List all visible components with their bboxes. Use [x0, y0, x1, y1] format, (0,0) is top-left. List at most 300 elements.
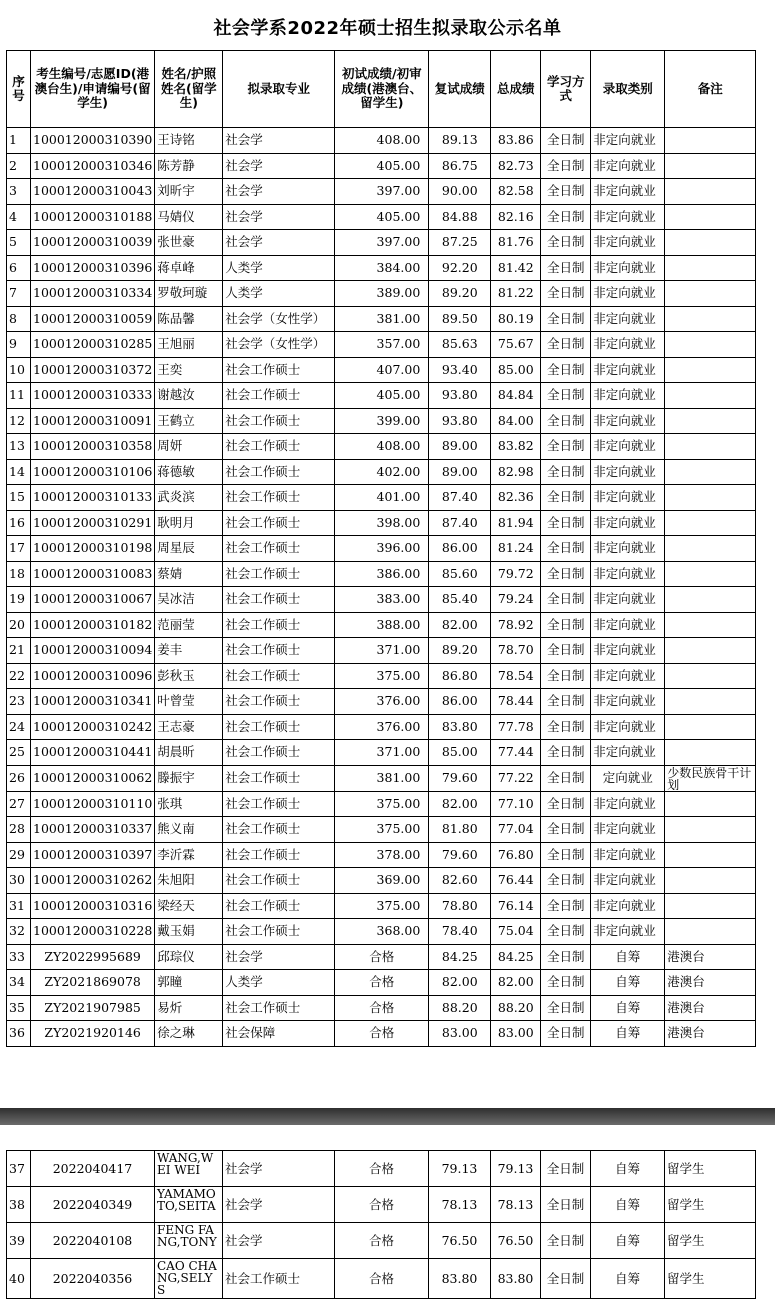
- cell-major: 社会学: [223, 128, 335, 154]
- cell-category: 非定向就业: [591, 612, 665, 638]
- cell-candidate-id: 2022040356: [31, 1259, 155, 1299]
- cell-major: 社会学: [223, 1223, 335, 1259]
- table-row: [7, 714, 756, 740]
- cell-name: 易炘: [155, 995, 223, 1021]
- cell-study-mode: 全日制: [541, 919, 591, 945]
- cell-major: 社会工作硕士: [223, 638, 335, 664]
- cell-retest-score: 82.00: [429, 612, 491, 638]
- cell-major: 社会工作硕士: [223, 995, 335, 1021]
- cell-study-mode: 全日制: [541, 510, 591, 536]
- cell-total-score: 83.82: [491, 434, 541, 460]
- cell-note: [665, 306, 756, 332]
- cell-major: 社会工作硕士: [223, 459, 335, 485]
- cell-study-mode: 全日制: [541, 893, 591, 919]
- cell-study-mode: 全日制: [541, 230, 591, 256]
- cell-candidate-id: 100012000310334: [31, 281, 155, 307]
- cell-major: 社会工作硕士: [223, 536, 335, 562]
- cell-note: [665, 893, 756, 919]
- cell-no: 18: [7, 561, 31, 587]
- cell-note: 港澳台: [665, 995, 756, 1021]
- table-row: [7, 1187, 756, 1223]
- cell-name: FENG FANG,TONY: [155, 1223, 223, 1259]
- cell-retest-score: 84.88: [429, 204, 491, 230]
- cell-study-mode: 全日制: [541, 663, 591, 689]
- table-row: [7, 893, 756, 919]
- cell-candidate-id: 100012000310094: [31, 638, 155, 664]
- cell-note: [665, 179, 756, 205]
- cell-candidate-id: 100012000310390: [31, 128, 155, 154]
- cell-study-mode: 全日制: [541, 740, 591, 766]
- cell-total-score: 75.04: [491, 919, 541, 945]
- cell-candidate-id: 100012000310228: [31, 919, 155, 945]
- table-header-row: [7, 51, 756, 128]
- cell-retest-score: 89.50: [429, 306, 491, 332]
- cell-study-mode: 全日制: [541, 357, 591, 383]
- cell-total-score: 81.22: [491, 281, 541, 307]
- cell-study-mode: 全日制: [541, 638, 591, 664]
- cell-no: 8: [7, 306, 31, 332]
- cell-initial-score: 383.00: [335, 587, 429, 613]
- cell-study-mode: 全日制: [541, 995, 591, 1021]
- cell-major: 社会学: [223, 1187, 335, 1223]
- cell-name: 朱旭阳: [155, 868, 223, 894]
- cell-category: 非定向就业: [591, 689, 665, 715]
- cell-study-mode: 全日制: [541, 944, 591, 970]
- cell-name: 姜丰: [155, 638, 223, 664]
- cell-retest-score: 86.00: [429, 536, 491, 562]
- cell-study-mode: 全日制: [541, 1187, 591, 1223]
- cell-study-mode: 全日制: [541, 587, 591, 613]
- cell-total-score: 84.25: [491, 944, 541, 970]
- cell-category: 自筹: [591, 995, 665, 1021]
- cell-major: 社会工作硕士: [223, 791, 335, 817]
- cell-candidate-id: 100012000310091: [31, 408, 155, 434]
- cell-major: 社会工作硕士: [223, 408, 335, 434]
- cell-candidate-id: 100012000310358: [31, 434, 155, 460]
- cell-total-score: 84.84: [491, 383, 541, 409]
- cell-total-score: 76.80: [491, 842, 541, 868]
- cell-initial-score: 386.00: [335, 561, 429, 587]
- cell-major: 社会工作硕士: [223, 663, 335, 689]
- cell-candidate-id: ZY2021920146: [31, 1021, 155, 1047]
- cell-category: 非定向就业: [591, 510, 665, 536]
- cell-category: 非定向就业: [591, 740, 665, 766]
- cell-category: 非定向就业: [591, 817, 665, 843]
- cell-category: 非定向就业: [591, 459, 665, 485]
- cell-category: 非定向就业: [591, 791, 665, 817]
- cell-initial-score: 397.00: [335, 179, 429, 205]
- cell-total-score: 80.19: [491, 306, 541, 332]
- cell-candidate-id: 100012000310059: [31, 306, 155, 332]
- cell-name: 刘昕宇: [155, 179, 223, 205]
- cell-name: 周妍: [155, 434, 223, 460]
- cell-retest-score: 89.13: [429, 128, 491, 154]
- cell-note: [665, 459, 756, 485]
- table-row: [7, 612, 756, 638]
- table-row: [7, 791, 756, 817]
- cell-total-score: 88.20: [491, 995, 541, 1021]
- table-row: [7, 561, 756, 587]
- table-row: [7, 204, 756, 230]
- cell-name: 王志豪: [155, 714, 223, 740]
- cell-no: 29: [7, 842, 31, 868]
- cell-major: 社会工作硕士: [223, 1259, 335, 1299]
- cell-candidate-id: 100012000310242: [31, 714, 155, 740]
- cell-initial-score: 375.00: [335, 791, 429, 817]
- cell-initial-score: 合格: [335, 1021, 429, 1047]
- cell-name: 王鹤立: [155, 408, 223, 434]
- cell-name: 马婧仪: [155, 204, 223, 230]
- cell-initial-score: 合格: [335, 944, 429, 970]
- cell-study-mode: 全日制: [541, 868, 591, 894]
- cell-note: [665, 128, 756, 154]
- cell-name: 谢越汝: [155, 383, 223, 409]
- document-title: 社会学系2022年硕士招生拟录取公示名单: [213, 18, 562, 39]
- cell-category: 非定向就业: [591, 306, 665, 332]
- cell-note: [665, 919, 756, 945]
- cell-category: 非定向就业: [591, 536, 665, 562]
- cell-study-mode: 全日制: [541, 817, 591, 843]
- cell-major: 社会工作硕士: [223, 383, 335, 409]
- cell-category: 非定向就业: [591, 714, 665, 740]
- cell-note: [665, 332, 756, 358]
- header-major: 拟录取专业: [223, 51, 335, 128]
- cell-total-score: 82.98: [491, 459, 541, 485]
- cell-initial-score: 合格: [335, 970, 429, 996]
- cell-retest-score: 87.25: [429, 230, 491, 256]
- cell-candidate-id: 100012000310039: [31, 230, 155, 256]
- cell-no: 39: [7, 1223, 31, 1259]
- cell-retest-score: 89.20: [429, 638, 491, 664]
- cell-major: 社会工作硕士: [223, 485, 335, 511]
- cell-major: 社会学: [223, 179, 335, 205]
- header-total-score: 总成绩: [491, 51, 541, 128]
- cell-name: 蒋德敏: [155, 459, 223, 485]
- cell-major: 社会学: [223, 230, 335, 256]
- cell-retest-score: 82.00: [429, 791, 491, 817]
- cell-no: 34: [7, 970, 31, 996]
- cell-retest-score: 81.80: [429, 817, 491, 843]
- cell-total-score: 82.73: [491, 153, 541, 179]
- cell-candidate-id: 100012000310110: [31, 791, 155, 817]
- cell-name: 张世豪: [155, 230, 223, 256]
- cell-candidate-id: 100012000310182: [31, 612, 155, 638]
- table-row: [7, 510, 756, 536]
- cell-category: 非定向就业: [591, 230, 665, 256]
- cell-note: [665, 638, 756, 664]
- cell-total-score: 77.22: [491, 765, 541, 791]
- cell-initial-score: 375.00: [335, 663, 429, 689]
- cell-no: 17: [7, 536, 31, 562]
- cell-no: 3: [7, 179, 31, 205]
- cell-category: 非定向就业: [591, 281, 665, 307]
- cell-study-mode: 全日制: [541, 1223, 591, 1259]
- cell-initial-score: 合格: [335, 1151, 429, 1187]
- cell-major: 社会学（女性学）: [223, 332, 335, 358]
- cell-category: 自筹: [591, 970, 665, 996]
- header-initial-score: 初试成绩/初审成绩(港澳台、留学生): [335, 51, 429, 128]
- cell-name: YAMAMOTO,SEITA: [155, 1187, 223, 1223]
- cell-no: 32: [7, 919, 31, 945]
- cell-category: 自筹: [591, 1223, 665, 1259]
- cell-name: 滕振宇: [155, 765, 223, 791]
- table-row: [7, 255, 756, 281]
- cell-name: 范丽莹: [155, 612, 223, 638]
- cell-no: 2: [7, 153, 31, 179]
- cell-no: 5: [7, 230, 31, 256]
- cell-initial-score: 384.00: [335, 255, 429, 281]
- cell-major: 社会工作硕士: [223, 587, 335, 613]
- table-row: [7, 970, 756, 996]
- cell-major: 社会保障: [223, 1021, 335, 1047]
- cell-initial-score: 381.00: [335, 306, 429, 332]
- cell-total-score: 82.58: [491, 179, 541, 205]
- cell-study-mode: 全日制: [541, 970, 591, 996]
- cell-name: 吴冰洁: [155, 587, 223, 613]
- cell-no: 25: [7, 740, 31, 766]
- cell-retest-score: 84.25: [429, 944, 491, 970]
- table-row: [7, 383, 756, 409]
- cell-candidate-id: 100012000310396: [31, 255, 155, 281]
- cell-major: 社会工作硕士: [223, 714, 335, 740]
- cell-initial-score: 388.00: [335, 612, 429, 638]
- cell-initial-score: 402.00: [335, 459, 429, 485]
- cell-no: 11: [7, 383, 31, 409]
- cell-initial-score: 405.00: [335, 383, 429, 409]
- cell-retest-score: 85.60: [429, 561, 491, 587]
- cell-category: 非定向就业: [591, 561, 665, 587]
- cell-total-score: 81.94: [491, 510, 541, 536]
- cell-initial-score: 376.00: [335, 714, 429, 740]
- table-row: [7, 179, 756, 205]
- cell-initial-score: 405.00: [335, 153, 429, 179]
- cell-candidate-id: 100012000310316: [31, 893, 155, 919]
- table-row: [7, 332, 756, 358]
- cell-category: 定向就业: [591, 765, 665, 791]
- table-row: [7, 128, 756, 154]
- cell-candidate-id: ZY2021907985: [31, 995, 155, 1021]
- cell-no: 4: [7, 204, 31, 230]
- cell-total-score: 77.10: [491, 791, 541, 817]
- cell-name: 叶曾莹: [155, 689, 223, 715]
- cell-retest-score: 85.00: [429, 740, 491, 766]
- cell-study-mode: 全日制: [541, 255, 591, 281]
- cell-category: 非定向就业: [591, 638, 665, 664]
- cell-retest-score: 83.80: [429, 714, 491, 740]
- cell-retest-score: 86.75: [429, 153, 491, 179]
- cell-initial-score: 408.00: [335, 128, 429, 154]
- cell-note: 留学生: [665, 1187, 756, 1223]
- cell-retest-score: 87.40: [429, 510, 491, 536]
- cell-category: 非定向就业: [591, 383, 665, 409]
- cell-initial-score: 389.00: [335, 281, 429, 307]
- cell-total-score: 76.44: [491, 868, 541, 894]
- cell-major: 社会工作硕士: [223, 893, 335, 919]
- table-row: [7, 740, 756, 766]
- admission-table-continued: [6, 1150, 756, 1299]
- cell-candidate-id: 100012000310198: [31, 536, 155, 562]
- cell-retest-score: 82.60: [429, 868, 491, 894]
- cell-note: [665, 408, 756, 434]
- cell-note: [665, 383, 756, 409]
- cell-study-mode: 全日制: [541, 332, 591, 358]
- cell-study-mode: 全日制: [541, 765, 591, 791]
- table-row: [7, 357, 756, 383]
- cell-initial-score: 371.00: [335, 638, 429, 664]
- cell-no: 38: [7, 1187, 31, 1223]
- cell-name: 蔡婧: [155, 561, 223, 587]
- cell-note: [665, 868, 756, 894]
- cell-no: 16: [7, 510, 31, 536]
- cell-category: 非定向就业: [591, 587, 665, 613]
- cell-no: 14: [7, 459, 31, 485]
- cell-major: 社会学: [223, 153, 335, 179]
- cell-no: 24: [7, 714, 31, 740]
- cell-no: 36: [7, 1021, 31, 1047]
- cell-name: 周星辰: [155, 536, 223, 562]
- cell-candidate-id: 100012000310441: [31, 740, 155, 766]
- cell-category: 非定向就业: [591, 893, 665, 919]
- cell-major: 人类学: [223, 281, 335, 307]
- cell-no: 1: [7, 128, 31, 154]
- cell-category: 非定向就业: [591, 179, 665, 205]
- cell-no: 19: [7, 587, 31, 613]
- cell-category: 自筹: [591, 944, 665, 970]
- cell-initial-score: 398.00: [335, 510, 429, 536]
- cell-total-score: 78.54: [491, 663, 541, 689]
- cell-name: 胡晨昕: [155, 740, 223, 766]
- cell-retest-score: 83.00: [429, 1021, 491, 1047]
- cell-study-mode: 全日制: [541, 612, 591, 638]
- table-row: [7, 536, 756, 562]
- table-body: [7, 128, 756, 1047]
- table-row: [7, 689, 756, 715]
- cell-study-mode: 全日制: [541, 153, 591, 179]
- cell-initial-score: 368.00: [335, 919, 429, 945]
- table-row: [7, 765, 756, 791]
- cell-no: 15: [7, 485, 31, 511]
- cell-major: 社会工作硕士: [223, 510, 335, 536]
- cell-initial-score: 399.00: [335, 408, 429, 434]
- cell-study-mode: 全日制: [541, 791, 591, 817]
- cell-total-score: 77.44: [491, 740, 541, 766]
- cell-total-score: 78.70: [491, 638, 541, 664]
- cell-study-mode: 全日制: [541, 689, 591, 715]
- cell-candidate-id: 100012000310337: [31, 817, 155, 843]
- cell-total-score: 83.80: [491, 1259, 541, 1299]
- cell-candidate-id: 100012000310397: [31, 842, 155, 868]
- cell-major: 社会工作硕士: [223, 689, 335, 715]
- cell-study-mode: 全日制: [541, 204, 591, 230]
- cell-initial-score: 378.00: [335, 842, 429, 868]
- table-row: [7, 306, 756, 332]
- cell-name: 蒋卓峰: [155, 255, 223, 281]
- cell-candidate-id: 100012000310341: [31, 689, 155, 715]
- cell-study-mode: 全日制: [541, 383, 591, 409]
- cell-initial-score: 376.00: [335, 689, 429, 715]
- cell-candidate-id: 100012000310346: [31, 153, 155, 179]
- table-row: [7, 434, 756, 460]
- cell-note: [665, 842, 756, 868]
- table-row: [7, 919, 756, 945]
- cell-no: 23: [7, 689, 31, 715]
- cell-note: 港澳台: [665, 970, 756, 996]
- cell-category: 非定向就业: [591, 663, 665, 689]
- cell-retest-score: 79.60: [429, 765, 491, 791]
- cell-note: [665, 255, 756, 281]
- cell-category: 非定向就业: [591, 408, 665, 434]
- cell-note: [665, 230, 756, 256]
- cell-major: 社会学（女性学）: [223, 306, 335, 332]
- table-row: [7, 1223, 756, 1259]
- cell-study-mode: 全日制: [541, 1021, 591, 1047]
- cell-total-score: 78.44: [491, 689, 541, 715]
- cell-candidate-id: 100012000310262: [31, 868, 155, 894]
- cell-name: 王奕: [155, 357, 223, 383]
- cell-initial-score: 396.00: [335, 536, 429, 562]
- cell-note: [665, 434, 756, 460]
- cell-category: 非定向就业: [591, 128, 665, 154]
- header-study-mode: 学习方式: [541, 51, 591, 128]
- table-row: [7, 842, 756, 868]
- cell-candidate-id: 100012000310285: [31, 332, 155, 358]
- cell-category: 非定向就业: [591, 153, 665, 179]
- cell-initial-score: 381.00: [335, 765, 429, 791]
- cell-major: 社会工作硕士: [223, 842, 335, 868]
- cell-candidate-id: 100012000310083: [31, 561, 155, 587]
- cell-name: 陈芳静: [155, 153, 223, 179]
- cell-category: 非定向就业: [591, 332, 665, 358]
- cell-name: 陈品馨: [155, 306, 223, 332]
- cell-candidate-id: 100012000310133: [31, 485, 155, 511]
- cell-retest-score: 90.00: [429, 179, 491, 205]
- cell-study-mode: 全日制: [541, 1259, 591, 1299]
- cell-candidate-id: ZY2022995689: [31, 944, 155, 970]
- cell-candidate-id: 100012000310333: [31, 383, 155, 409]
- cell-retest-score: 92.20: [429, 255, 491, 281]
- cell-retest-score: 86.80: [429, 663, 491, 689]
- cell-note: [665, 561, 756, 587]
- cell-total-score: 83.86: [491, 128, 541, 154]
- cell-retest-score: 78.13: [429, 1187, 491, 1223]
- cell-major: 社会工作硕士: [223, 765, 335, 791]
- cell-retest-score: 89.20: [429, 281, 491, 307]
- cell-retest-score: 85.63: [429, 332, 491, 358]
- cell-name: 邱琮仪: [155, 944, 223, 970]
- table-row: [7, 1021, 756, 1047]
- cell-retest-score: 83.80: [429, 1259, 491, 1299]
- cell-retest-score: 78.40: [429, 919, 491, 945]
- cell-no: 40: [7, 1259, 31, 1299]
- cell-note: [665, 536, 756, 562]
- cell-note: [665, 281, 756, 307]
- cell-initial-score: 375.00: [335, 817, 429, 843]
- cell-study-mode: 全日制: [541, 179, 591, 205]
- table-row: [7, 638, 756, 664]
- cell-note: [665, 204, 756, 230]
- table-row: [7, 459, 756, 485]
- cell-no: 30: [7, 868, 31, 894]
- cell-no: 28: [7, 817, 31, 843]
- table-body-continued: [7, 1151, 756, 1299]
- table-row: [7, 995, 756, 1021]
- admission-table: [6, 50, 756, 1047]
- table-row: [7, 1151, 756, 1187]
- table-row: [7, 281, 756, 307]
- cell-note: [665, 817, 756, 843]
- cell-initial-score: 375.00: [335, 893, 429, 919]
- cell-name: 罗敬珂璇: [155, 281, 223, 307]
